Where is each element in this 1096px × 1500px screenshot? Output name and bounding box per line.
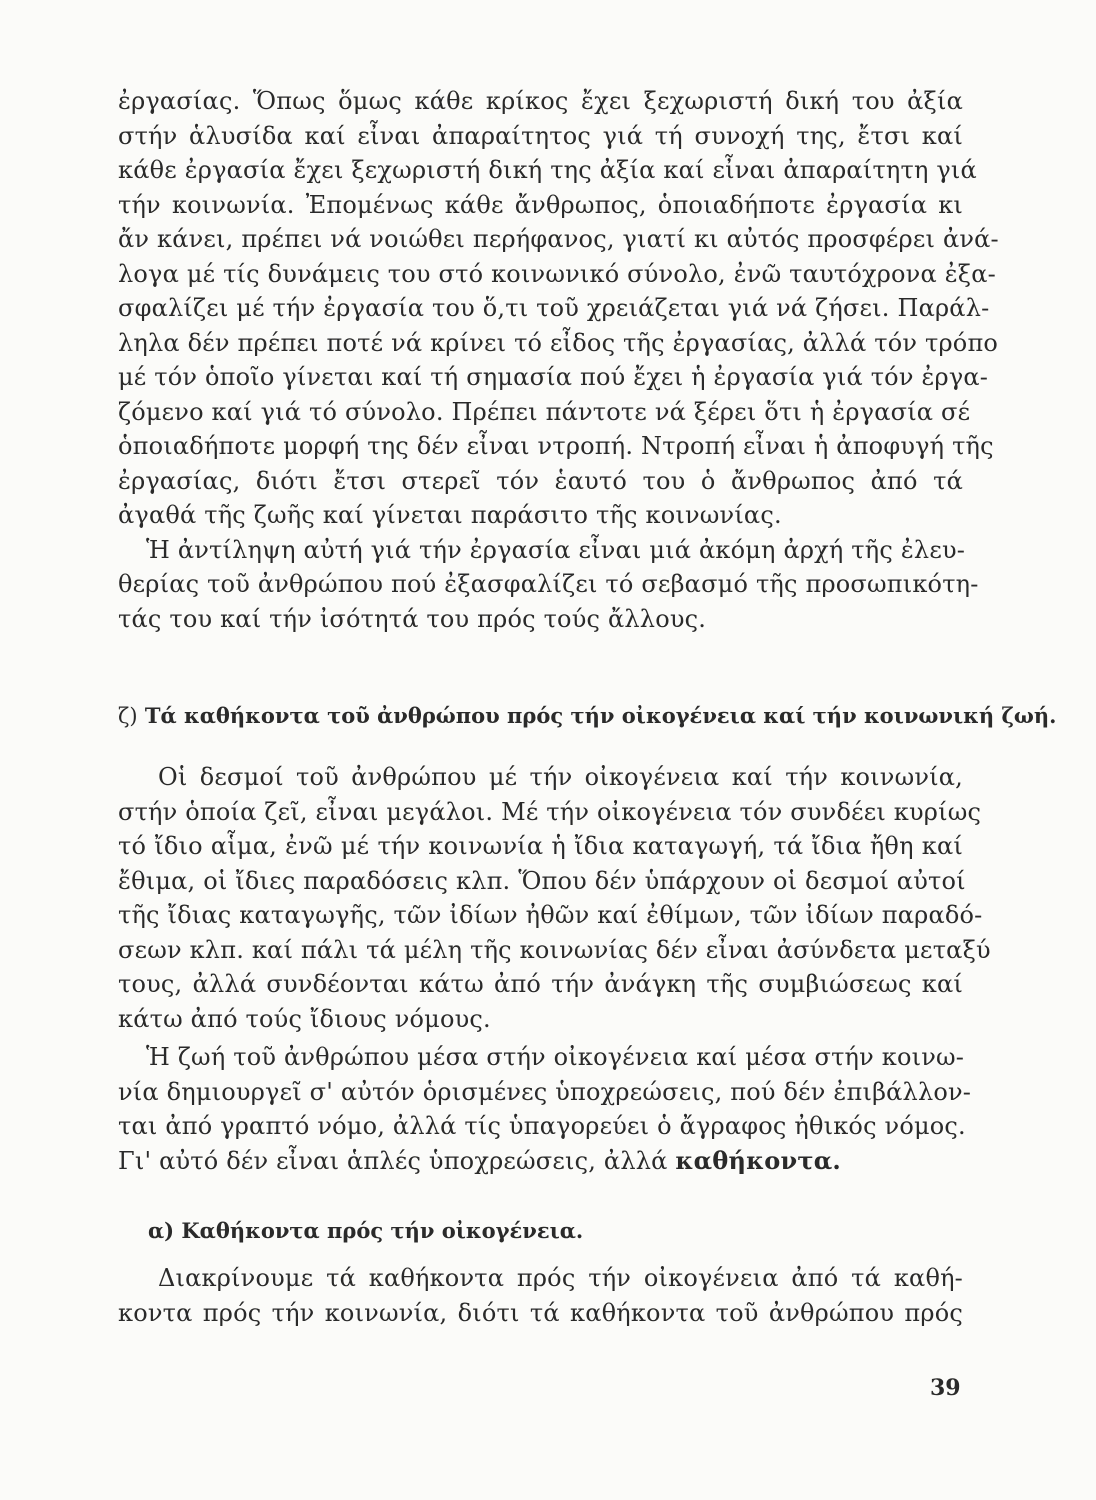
paragraph-distinction (118, 1261, 963, 1330)
text-line: νία δημιουργεῖ σ' αὐτόν ὁρισμένες ὑποχρεώσεις, πού δέν ἐπιβάλλον- (118, 1077, 972, 1106)
text-line: κάτω ἀπό τούς ἴδιους νόμους. (118, 1004, 491, 1033)
text-line: τό ἴδιο αἷμα, ἐνῶ μέ τήν κοινωνία ἡ ἴδια καταγωγή, τά ἴδια ἤθη καί (118, 832, 963, 860)
paragraph-duties (118, 1040, 972, 1178)
text-line: ζόμενο καί γιά τό σύνολο. Πρέπει πάντοτε νά ξέρει ὅτι ἡ ἐργασία σέ (118, 397, 971, 426)
text-line: ἔθιμα, οἱ ἴδιες παραδόσεις κλπ. Ὅπου δέν ὑπάρχουν οἱ δεσμοί αὐτοί (118, 866, 966, 895)
text-line: κάθε ἐργασία ἔχει ξεχωριστή δική της ἀξία καί εἶναι ἀπαραίτητη γιά (118, 156, 977, 184)
text-line: ἀγαθά τῆς ζωῆς καί γίνεται παράσιτο τῆς κοινωνίας. (118, 501, 782, 529)
text-line: Διακρίνουμε τά καθήκοντα πρός τήν οἰκογένεια ἀπό τά καθή- (158, 1264, 963, 1292)
text-line: τήν κοινωνία. Ἐπομένως κάθε ἄνθρωπος, ὁποιαδήποτε ἐργασία κι (118, 190, 963, 219)
text-line: ἐργασίας. Ὅπως ὅμως κάθε κρίκος ἔχει ξεχωριστή δική του ἀξία (118, 87, 963, 115)
text-line: κοντα πρός τήν κοινωνία, διότι τά καθήκοντα τοῦ ἀνθρώπου πρός (118, 1298, 963, 1327)
section-heading-family-duties: α) Καθήκοντα πρός τήν οἰκογένεια. (148, 1218, 584, 1243)
text-line: σφαλίζει μέ τήν ἐργασία του ὅ,τι τοῦ χρειάζεται γιά νά ζήσει. Παράλ- (118, 294, 990, 322)
text-line: στήν ὁποία ζεῖ, εἶναι μεγάλοι. Μέ τήν οἰκογένεια τόν συνδέει κυρίως (118, 797, 982, 826)
text-line (118, 1144, 963, 1179)
section-heading-family-society (118, 703, 1056, 728)
paragraph-bonds (118, 760, 991, 1036)
text-line: σεων κλπ. καί πάλι τά μέλη τῆς κοινωνίας δέν εἶναι ἀσύνδετα μεταξύ (118, 935, 991, 964)
text-line: Ἡ ζωή τοῦ ἀνθρώπου μέσα στήν οἰκογένεια καί μέσα στήν κοινω- (146, 1043, 965, 1071)
section-marker: ζ) (118, 704, 138, 728)
paragraph-work-value (118, 84, 999, 636)
text-line: ἐργασίας, διότι ἔτσι στερεῖ τόν ἑαυτό του ὁ ἄνθρωπος ἀπό τά (118, 466, 963, 495)
text-line: ἄν κάνει, πρέπει νά νοιώθει περήφανος, γιατί κι αὐτός προσφέρει ἀνά- (118, 225, 999, 253)
text-line: θερίας τοῦ ἀνθρώπου πού ἐξασφαλίζει τό σεβασμό τῆς προσωπικότη- (118, 570, 979, 598)
text-line: ται ἀπό γραπτό νόμο, ἀλλά τίς ὑπαγορεύει ὁ ἄγραφος ἠθικός νόμος. (118, 1112, 966, 1140)
section-title: Τά καθήκοντα τοῦ ἀνθρώπου πρός τήν οἰκογένεια καί τήν κοινωνική ζωή. (144, 703, 1057, 728)
text-line: μέ τόν ὁποῖο γίνεται καί τή σημασία πού ἔχει ἡ ἐργασία γιά τόν ἐργα- (118, 363, 989, 391)
text-line: λογα μέ τίς δυνάμεις του στό κοινωνικό σύνολο, ἐνῶ ταυτόχρονα ἐξα- (118, 259, 996, 288)
text-line: ληλα δέν πρέπει ποτέ νά κρίνει τό εἶδος τῆς ἐργασίας, ἀλλά τόν τρόπο (118, 328, 999, 357)
text-line: τάς του καί τήν ἰσότητά του πρός τούς ἄλλους. (118, 604, 707, 633)
emphasis-word: καθήκοντα. (675, 1145, 841, 1175)
text-line: Ἡ ἀντίληψη αὐτή γιά τήν ἐργασία εἶναι μιά ἀκόμη ἀρχή τῆς ἐλευ- (146, 535, 966, 564)
text-line: στήν ἁλυσίδα καί εἶναι ἀπαραίτητος γιά τή συνοχή της, ἔτσι καί (118, 121, 963, 150)
text-line: τῆς ἴδιας καταγωγῆς, τῶν ἰδίων ἠθῶν καί ἐθίμων, τῶν ἰδίων παραδό- (118, 901, 983, 929)
text-line: Οἱ δεσμοί τοῦ ἀνθρώπου μέ τήν οἰκογένεια καί τήν κοινωνία, (158, 763, 963, 791)
text-line: τους, ἀλλά συνδέονται κάτω ἀπό τήν ἀνάγκη τῆς συμβιώσεως καί (118, 970, 963, 998)
page-number: 39 (930, 1375, 961, 1401)
text-line: ὁποιαδήποτε μορφή της δέν εἶναι ντροπή. Ντροπή εἶναι ἡ ἀποφυγή τῆς (118, 432, 994, 460)
text-run: Γι' αὐτό δέν εἶναι ἁπλές ὑποχρεώσεις, ἀλλά (118, 1146, 676, 1175)
